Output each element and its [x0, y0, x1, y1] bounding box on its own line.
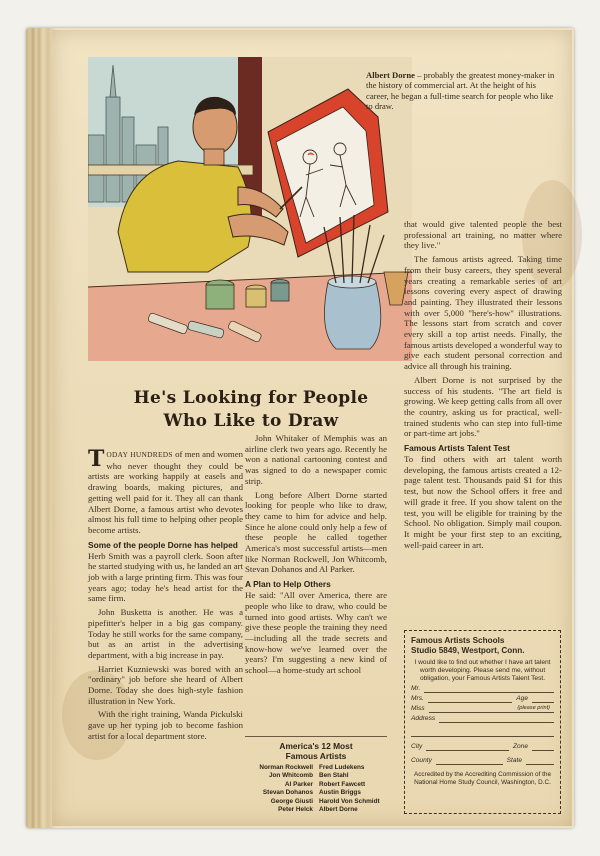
coupon-name-row [411, 685, 554, 693]
artist-name: Al Parker [284, 780, 313, 788]
artist-illustration [88, 57, 412, 361]
miss-label: Miss [411, 705, 425, 712]
article-paragraph: The famous artists agreed. Taking time from their busy careers, they spent several years creating a remarkable series of art lessons covering every aspect of drawing and painting. They illustrated their lessons with over 5,000 "here's-how" illustrations. The lessons start from scratch and cover every skill a top artist needs. Finally, the famous artists developed a wonderful way to give each student personal correction and advice all through his training. [404, 254, 562, 372]
coupon-school-line-1: Famous Artists Schools [411, 636, 505, 645]
artist-name: George Giusti [270, 797, 313, 805]
zone-field[interactable] [532, 743, 554, 751]
coupon-mrs-row [411, 695, 554, 703]
artist-name: Robert Fawcett [319, 780, 366, 788]
mail-coupon[interactable] [404, 630, 561, 814]
coupon-county-row [411, 757, 554, 765]
coupon-miss-row [411, 705, 554, 713]
artist-name: Norman Rockwell [259, 764, 313, 771]
mr-label: Mr. [411, 685, 421, 692]
mrs-label: Mrs. [411, 695, 424, 702]
section-heading: A Plan to Help Others [245, 579, 331, 590]
caption-text: – probably the greatest money-maker in the history of commercial art. At the height of his career, he began a full-time search for people who like to draw. [366, 70, 555, 111]
address-field[interactable] [439, 715, 554, 723]
article-paragraph: He said: "All over America, there are people who like to draw, who could be turned into good artists. Why can't we give these people the training they need—including all the trade secrets and know-how we've learned over the years? I'm suggesting a new kind of school—a home-study art school [245, 590, 387, 676]
address-label: Address [411, 715, 436, 722]
article-paragraph: Herb Smith was a payroll clerk. Soon after he started studying with us, he landed an art job with a large printing firm. This was four years ago; today he's head artist for the same firm. [88, 550, 243, 604]
state-field[interactable] [526, 757, 554, 765]
article-paragraph: Albert Dorne is not surprised by the success of his students. "The art field is growing. We keep getting calls from all over the country, asking us for practical, well-trained students who can step into full-time or part-time art jobs." [404, 374, 562, 439]
article-column-1 [88, 446, 243, 745]
article-column-2 [245, 433, 387, 679]
artist-name: Harold Von Schmidt [319, 797, 380, 805]
headline-line-1: He's Looking for People [133, 388, 369, 408]
article-paragraph: that would give talented people the best professional art training, no matter where they live." [404, 219, 562, 251]
article-paragraph: Long before Albert Dorne started looking for people who like to draw, they came to him for advice and help. Since he alone could only help a few of these people he called together America's most successful artists—men like Norman Rockwell, Jon Whitcomb, Stevan Dohanos and Al Parker. [245, 489, 387, 575]
print-hint: (please print) [517, 705, 550, 711]
artist-drawing-svg [88, 57, 412, 361]
article-paragraph: With the right training, Wanda Pickulski gave up her typing job to become fashion artist for a local department store. [88, 709, 243, 741]
age-label: Age [516, 695, 528, 702]
headline-line-2: Who Like to Draw [163, 411, 339, 431]
coupon-address-row [411, 715, 554, 723]
artists-list-title [245, 741, 387, 761]
article-paragraph: To find others with art talent worth developing, the famous artists created a 12-page talent test. Thousands paid $1 for this test, but now the School offers it free and will grade it free. If you show talent on the test, you will be eligible for training by the School. No obligation. Simply mail coupon. It might be your first step to an exciting, well-paid career in art. [404, 454, 562, 550]
zone-label: Zone [512, 743, 528, 750]
coupon-body-text: I would like to find out whether I have art talent worth developing. Please send me, without obligation, your Famous Artists Talent Test. [414, 659, 551, 682]
coupon-school-name [411, 636, 554, 656]
illustration-caption [366, 70, 560, 111]
city-field[interactable] [426, 743, 509, 751]
caption-name: Albert Dorne [366, 70, 415, 80]
coupon-address-row-2 [411, 729, 554, 737]
address-field-2[interactable] [411, 729, 554, 737]
coupon-school-line-2: Studio 5849, Westport, Conn. [411, 646, 525, 655]
famous-artists-list [245, 736, 387, 814]
article-paragraph: John Whitaker of Memphis was an airline clerk two years ago. Recently he won a national cartooning contest and was signed to do a newspaper comic strip. [245, 433, 387, 486]
name-field[interactable] [424, 685, 554, 693]
city-label: City [411, 743, 423, 750]
paragraph-text: of men and women who never thought they could be artists are working happily at easels and drawing boards, making pictures, and getting well paid for it. They all can thank Albert Dorne, a famous artist who devotes almost his full time to helping other people become artists. [88, 449, 243, 535]
artist-name: Ben Stahl [319, 772, 349, 780]
coupon-city-row [411, 743, 554, 751]
artist-name: Austin Briggs [319, 789, 361, 797]
artists-title-line-1: America's 12 Most [279, 741, 353, 751]
section-heading: Famous Artists Talent Test [404, 443, 510, 454]
section-heading: Some of the people Dorne has helped [88, 539, 238, 550]
state-label: State [506, 757, 522, 764]
age-field[interactable] [532, 695, 554, 703]
name-field-continued[interactable] [428, 695, 512, 703]
article-paragraph [88, 446, 243, 536]
accreditation-note: Accredited by the Accrediting Commission of the National Home Study Council, Washington, D.C. [413, 771, 552, 786]
article-paragraph: Harriet Kuzniewski was bored with an "ordinary" job before she heard of Albert Dorne. Today she does high-style fashion illustration in New York. [88, 663, 243, 706]
artists-grid [245, 764, 387, 814]
artist-name: Stevan Dohanos [262, 789, 313, 797]
magazine-back-cover [52, 30, 572, 826]
artist-name: Jon Whitcomb [268, 772, 313, 780]
county-field[interactable] [436, 757, 503, 765]
artists-title-line-2: Famous Artists [285, 751, 347, 761]
artist-name: Peter Helck [278, 806, 313, 814]
artist-name: Albert Dorne [319, 806, 358, 814]
artist-name: Fred Ludekens [319, 764, 365, 771]
drop-cap: T [88, 446, 105, 472]
article-paragraph: John Busketta is another. He was a pipefitter's helper in a big gas company. Today he still works for the same company, but as an artist in the advertising department, with a big increase in pay. [88, 607, 243, 660]
lead-smallcaps: ODAY HUNDREDS [106, 450, 173, 459]
page-headline [88, 387, 414, 433]
county-label: County [411, 757, 432, 764]
article-column-3 [404, 219, 562, 553]
miss-line[interactable] [429, 705, 554, 713]
